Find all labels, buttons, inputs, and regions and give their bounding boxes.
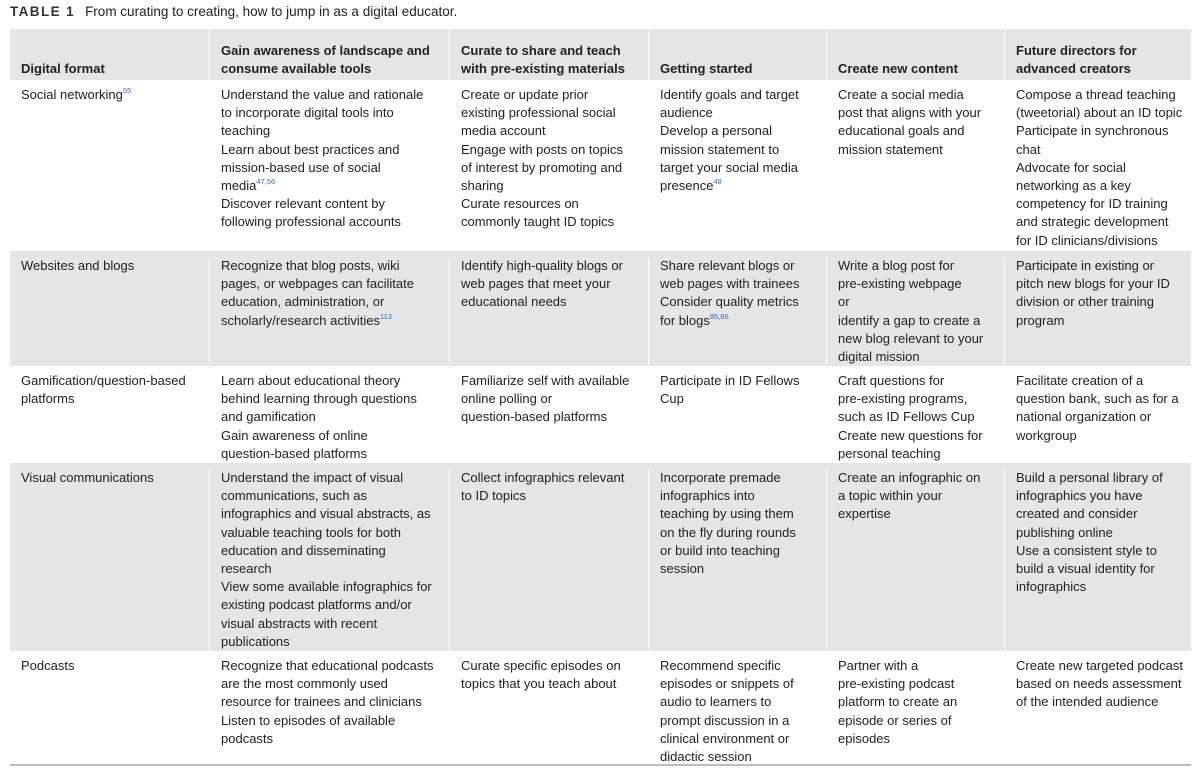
table-cell — [648, 372, 826, 463]
cell-text-line: national organization or — [1016, 409, 1152, 425]
cell-text-line: Participate in synchronous — [1016, 123, 1169, 139]
cell-text-line: Partner with a — [838, 658, 919, 673]
cell-text-line: teaching by using them — [660, 506, 794, 522]
cell-text-line: Use a consistent style to — [1016, 542, 1157, 558]
cell-text-line: Recommend specific — [660, 658, 781, 673]
cell-text-line: Gain awareness of online — [221, 427, 368, 443]
cell-text-line: episode or series of — [838, 712, 952, 728]
table-caption — [10, 3, 457, 21]
reference-superscript: 85,86 — [709, 311, 729, 321]
cell-text-line: presence$^{48}$ — [660, 177, 722, 194]
cell-text-line: audience — [660, 105, 713, 121]
cell-text-line: communications, such as — [221, 488, 367, 504]
table-cell — [209, 257, 449, 366]
table-cell — [449, 372, 648, 463]
header-text: Getting started — [660, 60, 753, 76]
cell-text-line: Listen to episodes of available — [221, 712, 396, 728]
cell-text-line: resource for trainees and clinicians — [221, 694, 422, 710]
cell-text-line: podcasts — [221, 730, 274, 746]
cell-text-line: for ID clinicians/divisions — [1016, 232, 1158, 248]
cell-text-line: Facilitate creation of a — [1016, 373, 1144, 388]
reference-superscript: 55 — [122, 86, 132, 95]
cell-text-line: Advocate for social — [1016, 159, 1126, 175]
cell-text-line: Create new questions for — [838, 427, 983, 443]
cell-text-line: web pages with trainees — [660, 276, 800, 292]
cell-text-line: existing professional social — [461, 105, 616, 121]
header-text: with pre-existing materials — [461, 60, 625, 76]
cell-text-line: infographics and visual abstracts, as — [221, 506, 431, 522]
header-text: advanced creators — [1016, 60, 1131, 76]
cell-text-line: research — [221, 561, 272, 577]
cell-text-line: clinical environment or — [660, 730, 790, 746]
cell-text-line: existing podcast platforms and/or — [221, 597, 412, 613]
cell-text-line: scholarly/research activities$^{113}$ — [221, 311, 392, 328]
cell-text-line: Gamification/question-based — [21, 373, 186, 388]
reference-superscript: 47,56 — [256, 177, 276, 187]
header-text: Create new content — [838, 60, 958, 76]
row-label-cell — [10, 469, 209, 651]
row-label-cell — [10, 86, 209, 251]
cell-text-line: Consider quality metrics — [660, 294, 799, 310]
table-cell — [826, 469, 1004, 651]
cell-text-line: Podcasts — [21, 658, 75, 673]
column-header — [826, 29, 1004, 80]
cell-text-line: mission statement — [838, 141, 943, 157]
table-cell — [826, 86, 1004, 251]
cell-text-line: and gamification — [221, 409, 316, 425]
cell-text-line: created and consider — [1016, 506, 1138, 522]
row-label-cell — [10, 372, 209, 463]
header-text: Gain awareness of landscape and — [221, 42, 430, 58]
cell-text-line: Create a social media — [838, 87, 964, 102]
cell-text-line: topics that you teach about — [461, 676, 617, 692]
cell-text-line: new blog relevant to your — [838, 330, 984, 346]
cell-text-line: workgroup — [1016, 427, 1077, 443]
cell-text-line: Compose a thread teaching — [1016, 87, 1176, 102]
cell-text-line: following professional accounts — [221, 214, 401, 230]
cell-text-line: online polling or — [461, 391, 553, 407]
cell-text-line: mission statement to — [660, 141, 780, 157]
cell-text-line: commonly taught ID topics — [461, 214, 615, 230]
table-cell — [209, 86, 449, 251]
table-cell — [648, 469, 826, 651]
cell-text-line: Social networking$^{55}$ — [21, 86, 132, 102]
cell-text-line: Recognize that blog posts, wiki — [221, 258, 400, 273]
table-cell — [648, 657, 826, 764]
cell-text-line: networking as a key — [1016, 178, 1131, 194]
table-cell — [648, 86, 826, 251]
table-cell — [1004, 469, 1191, 651]
cell-text-line: valuable teaching tools for both — [221, 524, 401, 540]
cell-text-line: post that aligns with your — [838, 105, 982, 121]
table-cell — [1004, 86, 1191, 251]
column-header — [10, 29, 209, 80]
cell-text-line: and strategic development — [1016, 214, 1169, 230]
cell-text-line: chat — [1016, 141, 1041, 157]
cell-text-line: session — [660, 561, 705, 577]
table-cell — [209, 657, 449, 764]
cell-text-line: program — [1016, 312, 1065, 328]
cell-text-line: Understand the impact of visual — [221, 470, 404, 485]
table-row — [10, 463, 1191, 651]
table-cell — [209, 372, 449, 463]
cell-text-line: personal teaching — [838, 445, 941, 461]
cell-text-line: pitch new blogs for your ID — [1016, 276, 1170, 292]
cell-text-line: infographics into — [660, 488, 755, 504]
cell-text-line: division or other training — [1016, 294, 1155, 310]
cell-text-line: media account — [461, 123, 546, 139]
cell-text-line: Identify high-quality blogs or — [461, 258, 623, 273]
cell-text-line: View some available infographics for — [221, 579, 432, 595]
cell-text-line: based on needs assessment — [1016, 676, 1182, 692]
column-header — [209, 29, 449, 80]
cell-text-line: for blogs$^{85,86}$ — [660, 311, 729, 328]
cell-text-line: infographics you have — [1016, 488, 1143, 504]
cell-text-line: digital mission — [838, 349, 920, 365]
table-cell — [449, 657, 648, 764]
column-header — [648, 29, 826, 80]
column-header — [449, 29, 648, 80]
cell-text-line: platform to create an — [838, 694, 958, 710]
table-cell — [449, 86, 648, 251]
cell-text-line: of the intended audience — [1016, 694, 1159, 710]
cell-text-line: pre-existing programs, — [838, 391, 968, 407]
table-cell — [826, 257, 1004, 366]
cell-text-line: Discover relevant content by — [221, 196, 386, 212]
reference-superscript: 48 — [713, 177, 722, 187]
cell-text-line: Recognize that educational podcasts — [221, 658, 434, 673]
row-label-cell — [10, 657, 209, 764]
cell-text-line: a topic within your — [838, 488, 943, 504]
cell-text-line: educational goals and — [838, 123, 965, 139]
cell-text-line: educational needs — [461, 294, 567, 310]
cell-text-line: Create an infographic on — [838, 470, 981, 485]
cell-text-line: behind learning through questions — [221, 391, 417, 407]
table-cell — [1004, 257, 1191, 366]
cell-text-line: prompt discussion in a — [660, 712, 790, 728]
cell-text-line: target your social media — [660, 159, 799, 175]
cell-text-line: pages, or webpages can facilitate — [221, 276, 414, 292]
header-text: Curate to share and teach — [461, 42, 621, 58]
header-text: Digital format — [21, 60, 105, 76]
cell-text-line: Websites and blogs — [21, 258, 135, 273]
table-cell — [826, 657, 1004, 764]
cell-text-line: Write a blog post for — [838, 258, 955, 273]
table-label: TABLE 1 — [10, 4, 76, 19]
cell-text-line: Visual communications — [21, 470, 154, 485]
table-row — [10, 651, 1191, 766]
cell-text-line: Engage with posts on topics — [461, 141, 623, 157]
cell-text-line: (tweetorial) about an ID topic — [1016, 105, 1183, 121]
reference-superscript: 113 — [379, 311, 392, 321]
cell-text-line: or — [838, 294, 850, 310]
cell-text-line: audio to learners to — [660, 694, 772, 710]
cell-text-line: Learn about best practices and — [221, 141, 400, 157]
cell-text-line: to ID topics — [461, 488, 527, 504]
cell-text-line: episodes — [838, 730, 891, 746]
table-cell — [826, 372, 1004, 463]
table-row — [10, 80, 1191, 251]
cell-text-line: such as ID Fellows Cup — [838, 409, 975, 425]
cell-text-line: web pages that meet your — [461, 276, 611, 292]
cell-text-line: identify a gap to create a — [838, 312, 981, 328]
cell-text-line: question-based platforms — [461, 409, 607, 425]
table-cell — [1004, 372, 1191, 463]
cell-text-line: infographics — [1016, 579, 1087, 595]
table-title: From curating to creating, how to jump in as a digital educator. — [85, 4, 458, 19]
cell-text-line: Collect infographics relevant — [461, 470, 625, 485]
column-header — [1004, 29, 1191, 80]
cell-text-line: Curate specific episodes on — [461, 658, 621, 673]
cell-text-line: question bank, such as for a — [1016, 391, 1179, 407]
cell-text-line: Learn about educational theory — [221, 373, 401, 388]
cell-text-line: sharing — [461, 178, 504, 194]
table-cell — [449, 257, 648, 366]
cell-text-line: Participate in existing or — [1016, 258, 1155, 273]
cell-text-line: Understand the value and rationale — [221, 87, 424, 102]
table-header-row — [10, 29, 1191, 80]
cell-text-line: Create or update prior — [461, 87, 589, 102]
cell-text-line: education, administration, or — [221, 294, 385, 310]
table-row — [10, 366, 1191, 463]
table-cell — [648, 257, 826, 366]
table-cell — [209, 469, 449, 651]
cell-text-line: of interest by promoting and — [461, 159, 623, 175]
cell-text-line: or build into teaching — [660, 542, 780, 558]
cell-text-line: competency for ID training — [1016, 196, 1168, 212]
cell-text-line: Cup — [660, 391, 684, 407]
cell-text-line: Develop a personal — [660, 123, 773, 139]
cell-text-line: didactic session — [660, 749, 752, 765]
row-label-cell — [10, 257, 209, 366]
cell-text-line: Identify goals and target — [660, 87, 799, 102]
cell-text-line: publications — [221, 633, 290, 649]
cell-text-line: pre-existing podcast — [838, 676, 955, 692]
cell-text-line: Incorporate premade — [660, 470, 781, 485]
cell-text-line: to incorporate digital tools into — [221, 105, 394, 121]
cell-text-line: Participate in ID Fellows — [660, 373, 800, 388]
cell-text-line: question-based platforms — [221, 445, 367, 461]
cell-text-line: Craft questions for — [838, 373, 945, 388]
cell-text-line: episodes or snippets of — [660, 676, 794, 692]
cell-text-line: visual abstracts with recent — [221, 615, 378, 631]
cell-text-line: pre-existing webpage — [838, 276, 962, 292]
header-text: Future directors for — [1016, 42, 1137, 58]
cell-text-line: publishing online — [1016, 524, 1113, 540]
cell-text-line: Create new targeted podcast — [1016, 658, 1183, 673]
cell-text-line: teaching — [221, 123, 271, 139]
table-cell — [1004, 657, 1191, 764]
cell-text-line: Familiarize self with available — [461, 373, 630, 388]
cell-text-line: on the fly during rounds — [660, 524, 796, 540]
table-row — [10, 251, 1191, 366]
header-text: consume available tools — [221, 60, 372, 76]
cell-text-line: build a visual identity for — [1016, 561, 1155, 577]
cell-text-line: media$^{47,56}$ — [221, 177, 276, 194]
cell-text-line: mission-based use of social — [221, 159, 381, 175]
cell-text-line: education and disseminating — [221, 542, 386, 558]
data-table — [10, 29, 1191, 766]
cell-text-line: Share relevant blogs or — [660, 258, 795, 273]
cell-text-line: are the most commonly used — [221, 676, 388, 692]
table-cell — [449, 469, 648, 651]
cell-text-line: Build a personal library of — [1016, 470, 1163, 485]
cell-text-line: Curate resources on — [461, 196, 579, 212]
cell-text-line: expertise — [838, 506, 891, 522]
cell-text-line: platforms — [21, 391, 75, 407]
